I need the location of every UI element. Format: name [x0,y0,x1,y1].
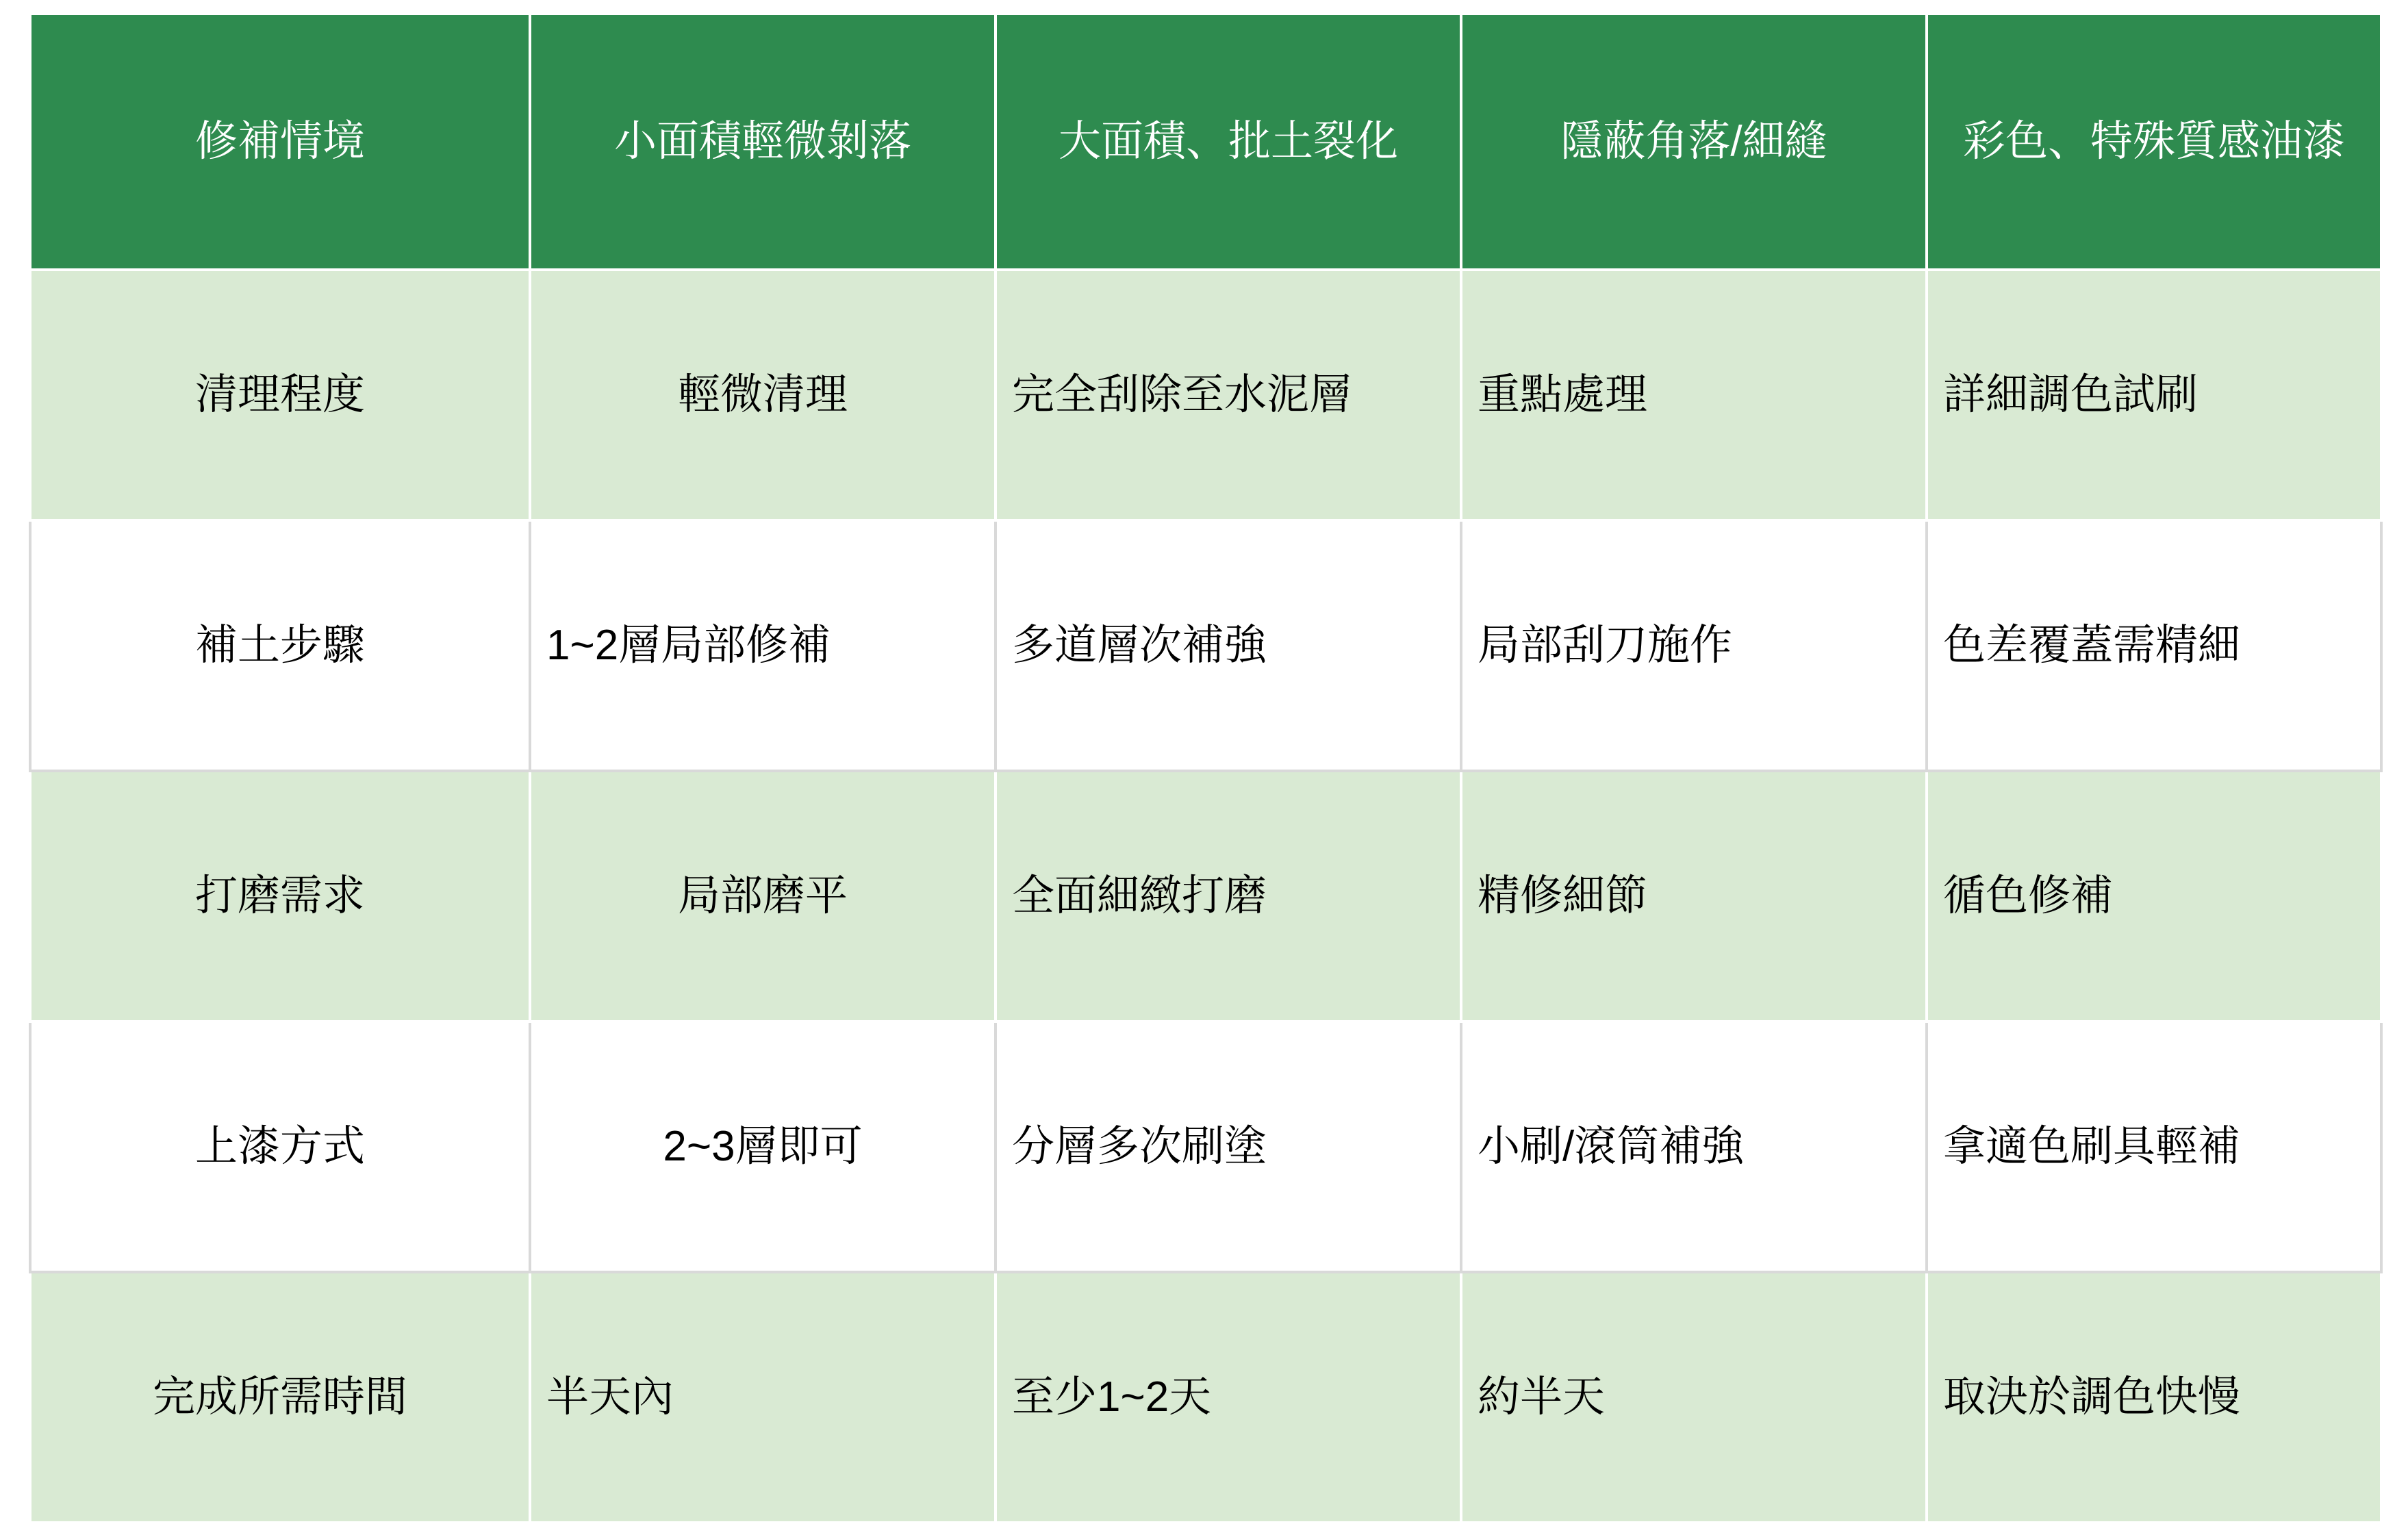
table-row [30,1021,2381,1272]
column-header-hidden-corners: 隱蔽角落/細縫 [1461,14,1927,270]
cell-putty-color: 色差覆蓋需精細 [1927,520,2381,771]
column-header-small-peeling: 小面積輕微剝落 [530,14,996,270]
cell-painting-corners: 小刷/滾筒補強 [1461,1021,1927,1272]
row-label-cleaning: 清理程度 [30,270,530,520]
row-label-duration: 完成所需時間 [30,1272,530,1523]
table-row [30,270,2381,520]
column-header-large-cracking: 大面積、批土裂化 [996,14,1461,270]
table-header [30,14,2381,270]
cell-cleaning-small: 輕微清理 [530,270,996,520]
cell-cleaning-color: 詳細調色試刷 [1927,270,2381,520]
cell-sanding-small: 局部磨平 [530,771,996,1021]
column-header-color-special: 彩色、特殊質感油漆 [1927,14,2381,270]
cell-sanding-large: 全面細緻打磨 [996,771,1461,1021]
column-header-scenario: 修補情境 [30,14,530,270]
cell-painting-color: 拿適色刷具輕補 [1927,1021,2381,1272]
cell-cleaning-corners: 重點處理 [1461,270,1927,520]
cell-sanding-color: 循色修補 [1927,771,2381,1021]
table-row [30,771,2381,1021]
cell-sanding-corners: 精修細節 [1461,771,1927,1021]
cell-putty-corners: 局部刮刀施作 [1461,520,1927,771]
table-body [30,270,2381,1523]
cell-duration-color: 取決於調色快慢 [1927,1272,2381,1523]
row-label-sanding: 打磨需求 [30,771,530,1021]
table-row [30,1272,2381,1523]
row-label-painting: 上漆方式 [30,1021,530,1272]
table-header-row [30,14,2381,270]
cell-putty-large: 多道層次補強 [996,520,1461,771]
cell-painting-small: 2~3層即可 [530,1021,996,1272]
cell-cleaning-large: 完全刮除至水泥層 [996,270,1461,520]
cell-painting-large: 分層多次刷塗 [996,1021,1461,1272]
cell-duration-small: 半天內 [530,1272,996,1523]
row-label-putty: 補土步驟 [30,520,530,771]
cell-putty-small: 1~2層局部修補 [530,520,996,771]
table-row [30,520,2381,771]
cell-duration-large: 至少1~2天 [996,1272,1461,1523]
cell-duration-corners: 約半天 [1461,1272,1927,1523]
repair-comparison-table [29,12,2383,1524]
